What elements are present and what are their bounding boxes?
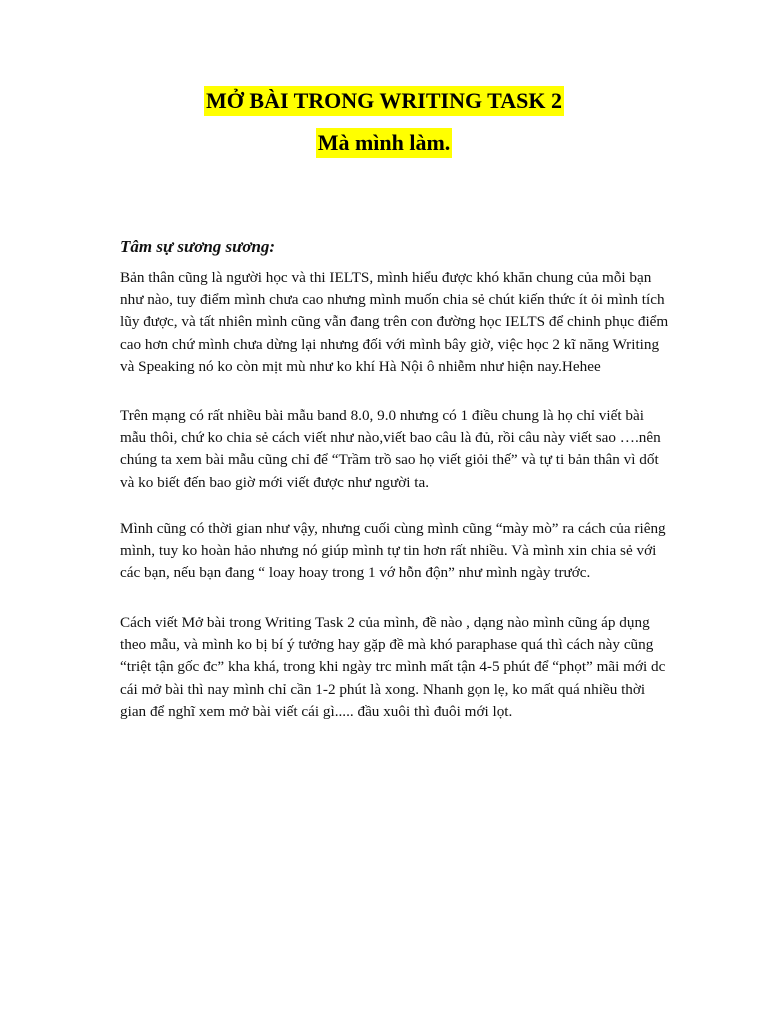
paragraph-3: Mình cũng có thời gian như vậy, nhưng cuối cùng mình cũng “mày mò” ra cách của riêng mình, tuy ko hoàn hảo nhưng nó giúp mình tự tin hơn rất nhiều. Và mình xin chia sẻ với các bạn, nếu bạn đang “ loay hoay trong 1 vớ hỗn độn” như mình ngày trước. xyxy=(120,520,666,582)
paragraph-2: Trên mạng có rất nhiều bài mẫu band 8.0, 9.0 nhưng có 1 điều chung là họ chỉ viết bài mẫu thôi, chứ ko chia sẻ cách viết như nào,viết bao câu là đủ, rồi câu này viết sao ….nên chúng ta xem bài mẫu cũng chỉ để “Trầm trồ sao họ viết giỏi thế” và tự ti bản thân vì dốt và ko biết đến bao giờ mới viết được như người ta. xyxy=(120,407,661,491)
document-subtitle: Mà mình làm. xyxy=(316,128,453,158)
title-line xyxy=(0,86,768,116)
paragraph-1: Bản thân cũng là người học và thi IELTS, mình hiểu được khó khăn chung của mỗi bạn như nào, tuy điểm mình chưa cao nhưng mình muốn chia sẻ chút kiến thức ít ỏi mình tích lũy được, và tất nhiên mình cũng vẫn đang trên con đường học IELTS để chinh phục điểm cao hơn chứ mình chưa dừng lại nhưng đối với mình bây giờ, việc học 2 kĩ năng Writing và Speaking nó ko còn mịt mù như ko khí Hà Nội ô nhiễm như hiện nay.Hehee xyxy=(120,269,669,375)
paragraph-4: Cách viết Mở bài trong Writing Task 2 của mình, đề nào , dạng nào mình cũng áp dụng theo mẫu, và mình ko bị bí ý tưởng hay gặp đề mà khó paraphase quá thì cách này cũng “triệt tận gốc đc” kha khá, trong khi ngày trc mình mất tận 4-5 phút để “phọt” mãi mới dc cái mở bài thì nay mình chỉ cần 1-2 phút là xong. Nhanh gọn lẹ, ko mất quá nhiều thời gian để nghĩ xem mở bài viết cái gì..... đầu xuôi thì đuôi mới lọt. xyxy=(120,614,666,720)
document-title: MỞ BÀI TRONG WRITING TASK 2 xyxy=(204,86,564,116)
subtitle-line xyxy=(0,128,768,158)
section-heading: Tâm sự sương sương: xyxy=(120,237,276,256)
